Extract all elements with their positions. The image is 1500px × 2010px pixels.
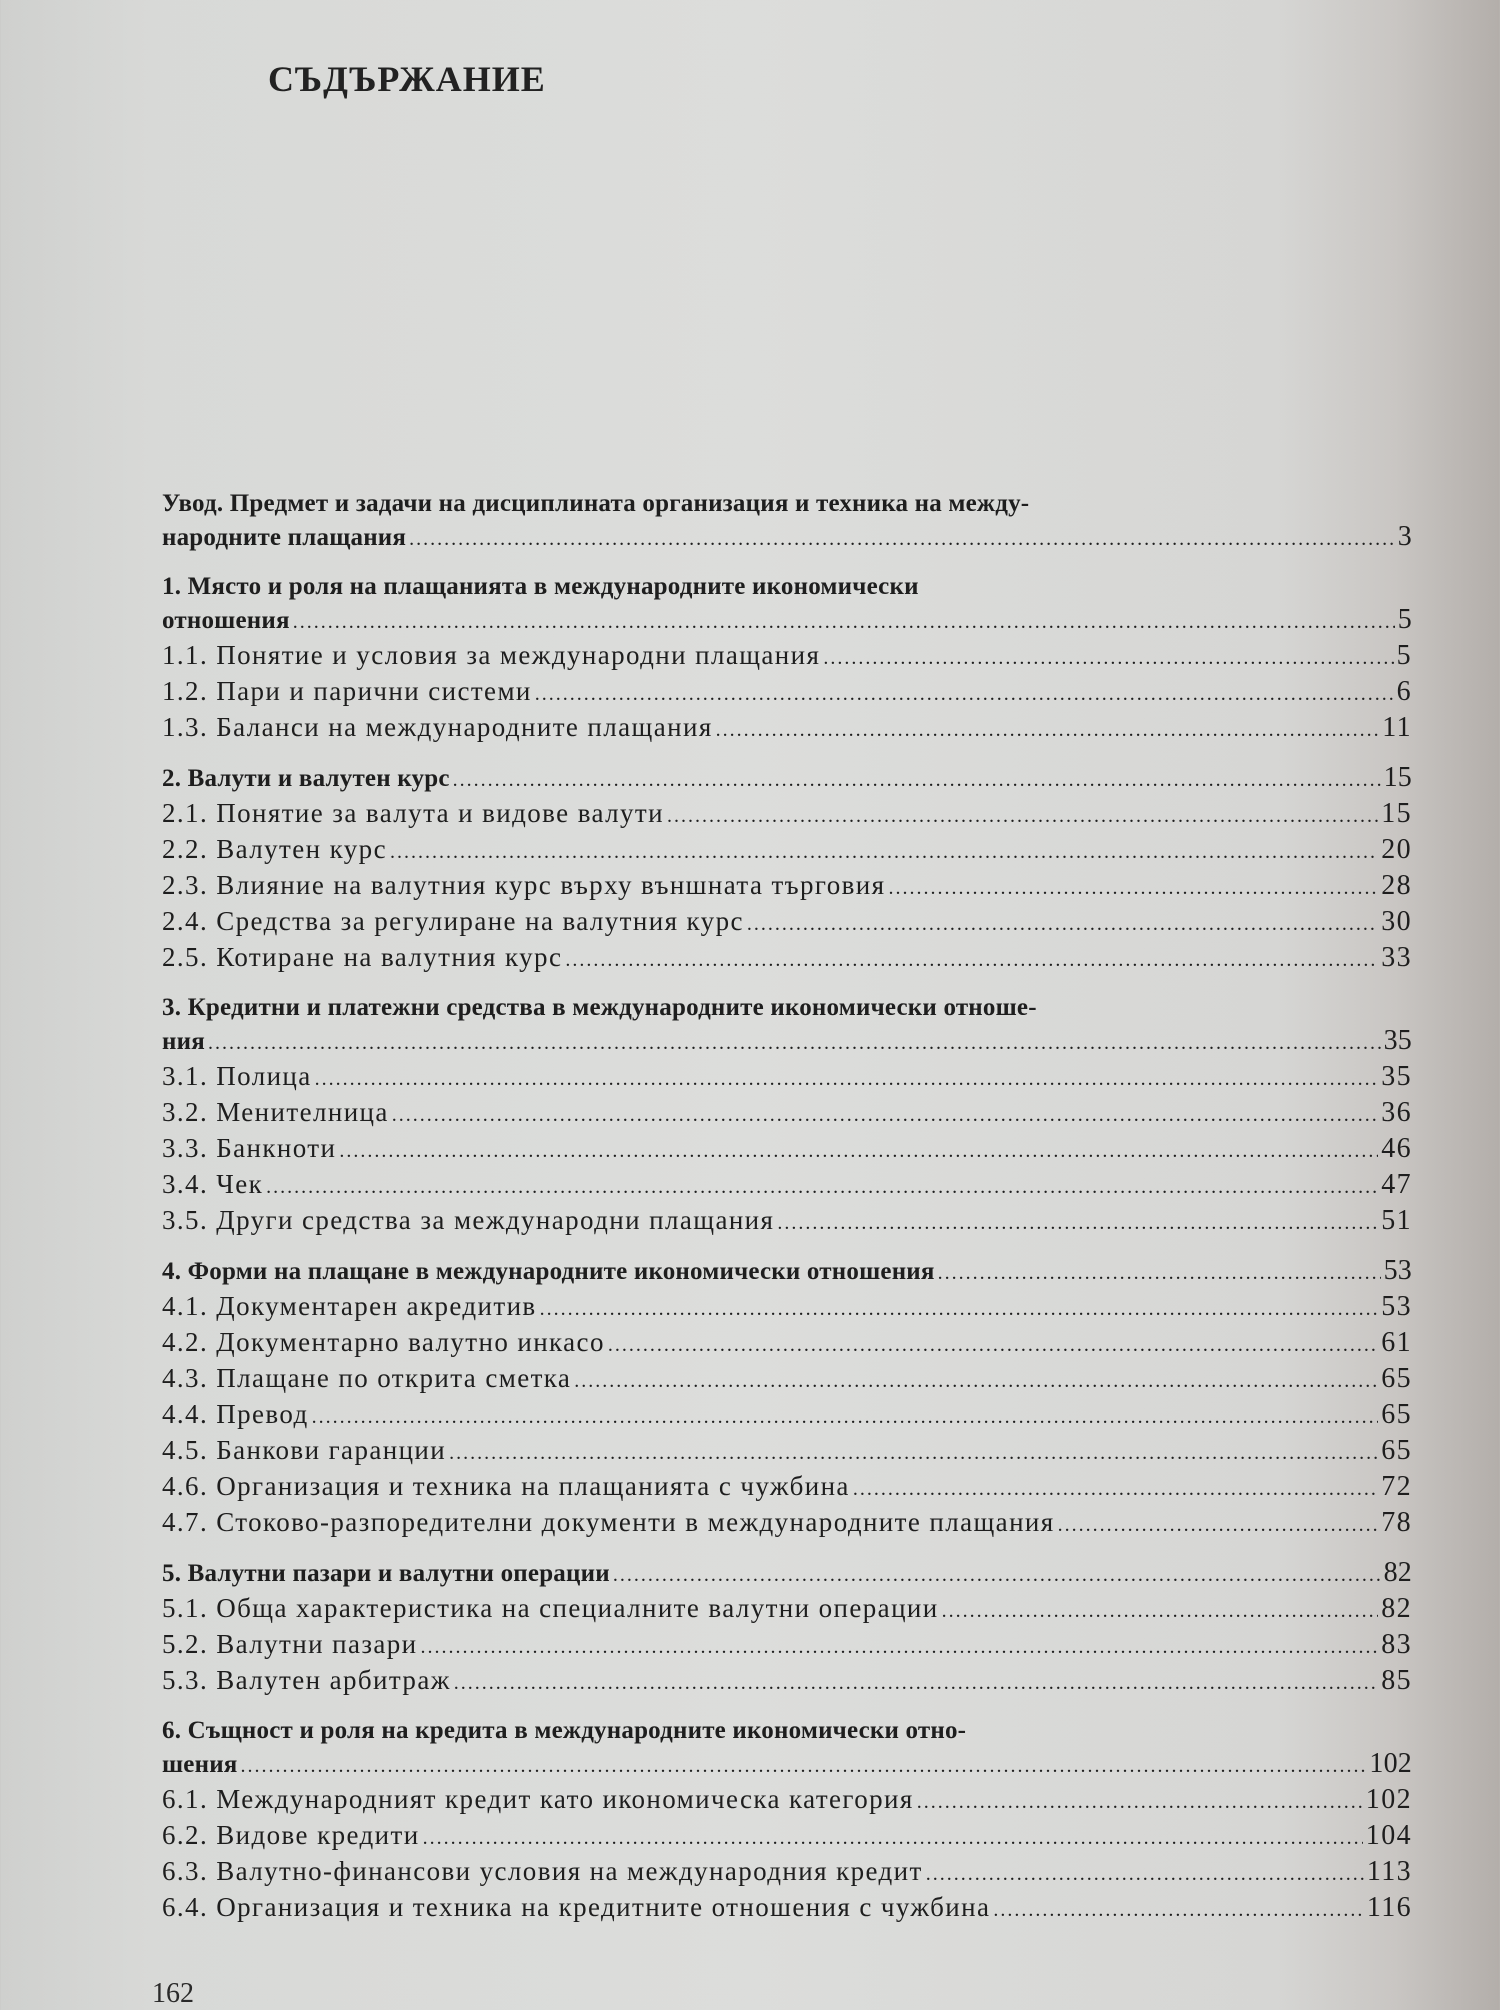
section-title: 4.7. Стоково-разпоредителни документи в международните плащания [162, 1507, 1055, 1537]
leader-dots [390, 836, 1378, 869]
section-title: 3.5. Други средства за международни плащания [162, 1205, 775, 1235]
leader-dots [917, 1786, 1363, 1819]
page-number: 72 [1381, 1471, 1412, 1502]
section-title: 1.2. Пари и парични системи [162, 676, 532, 706]
section-title: 5.3. Валутен арбитраж [162, 1665, 451, 1695]
page-number: 113 [1366, 1856, 1412, 1887]
toc-section [162, 639, 1412, 675]
section-title: 2.3. Влияние на валутния курс върху външната търговия [162, 870, 886, 900]
leader-dots [409, 523, 1395, 556]
leader-dots [613, 1559, 1381, 1592]
section-title: 6.3. Валутно-финансови условия на международния кредит [162, 1856, 923, 1886]
table-of-contents [162, 487, 1412, 1927]
page-number: 15 [1381, 798, 1412, 829]
leader-dots [453, 764, 1381, 797]
section-title: 4.3. Плащане по открита сметка [162, 1363, 572, 1393]
toc-entry-title-line2: отношения [162, 607, 290, 634]
toc-intro [162, 487, 1412, 556]
page-number: 20 [1381, 834, 1412, 865]
toc-section [162, 1592, 1412, 1628]
leader-dots [454, 1667, 1378, 1700]
toc-chapter-5 [162, 1556, 1412, 1592]
section-title: 5.1. Обща характеристика на специалните валутни операции [162, 1593, 939, 1623]
page-number: 3 [1397, 521, 1412, 552]
section-title: 5.2. Валутни пазари [162, 1629, 418, 1659]
section-title: 1.1. Понятие и условия за международни плащания [162, 640, 821, 670]
leader-dots [535, 678, 1394, 711]
toc-entry-title-line1: Увод. Предмет и задачи на дисциплината организация и техника на между- [162, 490, 1030, 517]
toc-section [162, 1290, 1412, 1326]
leader-dots [449, 1437, 1378, 1470]
toc-section [162, 711, 1412, 747]
toc-entry-title-line2: шения [162, 1751, 238, 1778]
leader-dots [716, 714, 1380, 747]
toc-section [162, 1060, 1412, 1096]
toc-chapter-6 [162, 1714, 1412, 1783]
toc-section [162, 1204, 1412, 1240]
page-number: 65 [1381, 1435, 1412, 1466]
page-number: 53 [1383, 1255, 1412, 1286]
section-title: 3.4. Чек [162, 1169, 264, 1199]
leader-dots [888, 872, 1378, 905]
leader-dots [315, 1063, 1379, 1096]
leader-dots [540, 1293, 1379, 1326]
page-number: 11 [1382, 712, 1412, 743]
leader-dots [266, 1171, 1378, 1204]
toc-section [162, 675, 1412, 711]
section-title: 3.2. Менителница [162, 1097, 389, 1127]
chapter-title: 2. Валути и валутен курс [162, 765, 450, 792]
page-number: 61 [1381, 1327, 1412, 1358]
toc-chapter-4 [162, 1254, 1412, 1290]
toc-section [162, 1168, 1412, 1204]
chapter-title: 5. Валутни пазари и валутни операции [162, 1560, 610, 1587]
toc-chapter-2 [162, 761, 1412, 797]
page-folio-number: 162 [152, 1978, 194, 2009]
page-number: 5 [1396, 640, 1412, 671]
toc-section [162, 1506, 1412, 1542]
toc-section [162, 1628, 1412, 1664]
page-number: 28 [1381, 870, 1412, 901]
toc-section [162, 1362, 1412, 1398]
page-number: 33 [1381, 942, 1412, 973]
leader-dots [241, 1750, 1367, 1783]
leader-dots [312, 1401, 1379, 1434]
leader-dots [339, 1135, 1378, 1168]
toc-section [162, 869, 1412, 905]
leader-dots [747, 908, 1378, 941]
section-title: 2.4. Средства за регулиране на валутния курс [162, 906, 744, 936]
page-number: 36 [1381, 1097, 1412, 1128]
toc-entry-title-line1: 6. Същност и роля на кредита в международните икономически отно- [162, 1717, 967, 1744]
page-number: 35 [1381, 1061, 1412, 1092]
page-number: 65 [1381, 1363, 1412, 1394]
toc-section [162, 1096, 1412, 1132]
toc-section [162, 941, 1412, 977]
toc-entry-title-line2: народните плащания [162, 524, 407, 551]
toc-entry-title-line2: ния [162, 1028, 205, 1055]
section-title: 4.1. Документарен акредитив [162, 1291, 537, 1321]
page-number: 85 [1381, 1665, 1412, 1696]
page-number: 15 [1383, 762, 1412, 793]
page-number: 83 [1381, 1629, 1412, 1660]
toc-section [162, 1470, 1412, 1506]
leader-dots [574, 1365, 1378, 1398]
toc-section [162, 1664, 1412, 1700]
page-number: 6 [1396, 676, 1412, 707]
section-title: 3.1. Полица [162, 1061, 312, 1091]
page-number: 102 [1369, 1748, 1412, 1779]
page-number: 104 [1365, 1820, 1412, 1851]
page-number: 82 [1383, 1557, 1412, 1588]
leader-dots [421, 1631, 1379, 1664]
toc-entry-title-line1: 1. Място и роля на плащанията в международните икономически [162, 573, 919, 600]
leader-dots [777, 1207, 1378, 1240]
leader-dots [938, 1257, 1381, 1290]
page-number: 78 [1381, 1507, 1412, 1538]
section-title: 6.1. Международният кредит като икономическа категория [162, 1784, 914, 1814]
leader-dots [1058, 1509, 1379, 1542]
section-title: 2.2. Валутен курс [162, 834, 387, 864]
leader-dots [293, 606, 1395, 639]
leader-dots [208, 1027, 1381, 1060]
section-title: 4.6. Организация и техника на плащанията с чужбина [162, 1471, 850, 1501]
toc-section [162, 797, 1412, 833]
leader-dots [993, 1894, 1363, 1927]
section-title: 4.5. Банкови гаранции [162, 1435, 447, 1465]
section-title: 2.5. Котиране на валутния курс [162, 942, 563, 972]
section-title: 2.1. Понятие за валута и видове валути [162, 798, 664, 828]
section-title: 6.2. Видове кредити [162, 1820, 420, 1850]
toc-section [162, 1891, 1412, 1927]
leader-dots [926, 1858, 1364, 1891]
section-title: 3.3. Банкноти [162, 1133, 337, 1163]
toc-section [162, 1783, 1412, 1819]
chapter-title: 4. Форми на плащане в международните икономически отношения [162, 1258, 935, 1285]
page-number: 30 [1381, 906, 1412, 937]
toc-section [162, 1326, 1412, 1362]
page-number: 116 [1366, 1892, 1412, 1923]
leader-dots [392, 1099, 1378, 1132]
section-title: 1.3. Баланси на международните плащания [162, 712, 713, 742]
page-number: 51 [1381, 1205, 1412, 1236]
leader-dots [608, 1329, 1378, 1362]
toc-section [162, 1398, 1412, 1434]
leader-dots [565, 944, 1378, 977]
page-title: СЪДЪРЖАНИЕ [268, 59, 546, 99]
section-title: 4.2. Документарно валутно инкасо [162, 1327, 605, 1357]
page-number: 47 [1381, 1169, 1412, 1200]
leader-dots [942, 1595, 1379, 1628]
toc-section [162, 1434, 1412, 1470]
toc-entry-title-line1: 3. Кредитни и платежни средства в международните икономически отноше- [162, 994, 1037, 1021]
page-number: 65 [1381, 1399, 1412, 1430]
page-number: 53 [1381, 1291, 1412, 1322]
page-number: 102 [1365, 1784, 1412, 1815]
leader-dots [667, 800, 1378, 833]
toc-section [162, 833, 1412, 869]
section-title: 6.4. Организация и техника на кредитните отношения с чужбина [162, 1892, 991, 1922]
leader-dots [853, 1473, 1378, 1506]
page-number: 35 [1383, 1025, 1412, 1056]
toc-section [162, 1132, 1412, 1168]
toc-chapter-3 [162, 991, 1412, 1060]
leader-dots [423, 1822, 1363, 1855]
leader-dots [823, 642, 1393, 675]
page-number: 46 [1381, 1133, 1412, 1164]
toc-section [162, 1855, 1412, 1891]
toc-chapter-1 [162, 570, 1412, 639]
section-title: 4.4. Превод [162, 1399, 309, 1429]
toc-section [162, 1819, 1412, 1855]
page-number: 82 [1381, 1593, 1412, 1624]
page-number: 5 [1397, 604, 1412, 635]
toc-section [162, 905, 1412, 941]
